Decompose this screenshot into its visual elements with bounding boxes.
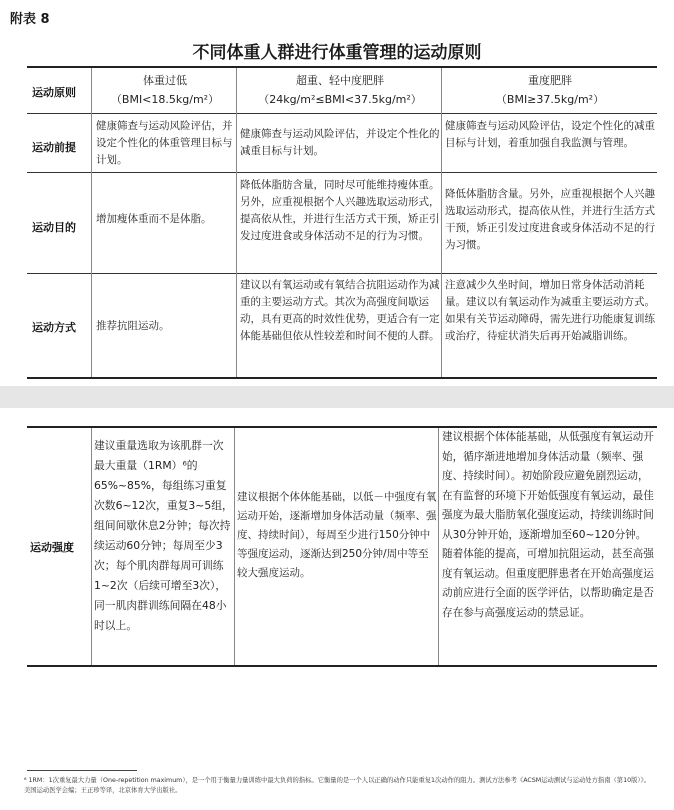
row-rule-2 bbox=[27, 273, 657, 274]
purpose-cell-overweight: 降低体脂肪含量，同时尽可能维持瘦体重。另外，应重视根据个人兴趣选取运动形式，提高依从性，并进行生活方式干预，矫正引发过度进食或身体活动不足的行为习惯。 bbox=[240, 179, 440, 242]
footnote-rule bbox=[27, 770, 137, 771]
header-row-label: 运动原则 bbox=[32, 86, 76, 99]
premise-cell-underweight: 健康筛查与运动风险评估，并设定个性化的体重管理目标与计划。 bbox=[96, 120, 233, 166]
purpose-cell-underweight: 增加瘦体重而不是体脂。 bbox=[96, 213, 212, 225]
method-cell-overweight: 建议以有氧运动或有氧结合抗阻运动作为减重的主要运动方式。其次为高强度间歇运动，具有更高的时效性优势，更适合有一定体能基础但依从性较差和时间不便的人群。 bbox=[240, 279, 440, 342]
table-title: 不同体重人群进行体重管理的运动原则 bbox=[192, 43, 482, 63]
column-divider bbox=[236, 68, 237, 377]
footnote-text: ⁶ 1RM：1次重复最大力量（One-repetition maximum），是一个用于衡量力量训练中最大负荷的指标。它衡量的是一个人以正确的动作只能重复1次动作的阻力。测试方法参考《ACSM运动测试与运动处方指南（第10版）》。美国运动医学会编；王正珍等译，北京体育大学出版社。 bbox=[24, 777, 650, 794]
intensity-cell-underweight: 建议重量选取为该肌群一次最大重量（1RM）⁶的65%~85%，每组练习重复次数6~12次，重复3~5组，组间间歇休息2分钟；每次持续运动60分钟；每周至少3次；每个肌肉群每周可训练1~2次（后续可增至3次），同一肌肉群训练间隔在48小时以上。 bbox=[94, 439, 233, 632]
page2-bottom-rule bbox=[27, 665, 657, 667]
purpose-cell-severe: 降低体脂肪含量。另外，应重视根据个人兴趣选取运动形式，提高依从性，并进行生活方式干预，矫正引发过度进食或身体活动不足的行为习惯。 bbox=[445, 188, 655, 251]
appendix-label: 附表 8 bbox=[10, 12, 50, 27]
column-divider bbox=[441, 68, 442, 377]
row-label-premise: 运动前提 bbox=[32, 141, 76, 154]
table-page-1 bbox=[0, 0, 674, 386]
row-label-purpose: 运动目的 bbox=[32, 221, 76, 234]
row-label-method: 运动方式 bbox=[32, 321, 76, 334]
header-col1-name: 体重过低 bbox=[143, 74, 187, 87]
page-gap bbox=[0, 386, 674, 408]
header-col3-range: （BMI≥37.5kg/m²） bbox=[495, 93, 605, 106]
method-cell-underweight: 推荐抗阻运动。 bbox=[96, 320, 170, 332]
header-col1-range: （BMI<18.5kg/m²） bbox=[110, 93, 220, 106]
header-col2-range: （24kg/m²≤BMI<37.5kg/m²） bbox=[258, 93, 422, 106]
premise-cell-severe: 健康筛查与运动风险评估，设定个性化的减重目标与计划，着重加强自我监测与管理。 bbox=[445, 120, 655, 149]
column-divider bbox=[91, 428, 92, 665]
column-divider bbox=[234, 428, 235, 665]
header-col3-name: 重度肥胖 bbox=[528, 74, 572, 87]
premise-cell-overweight: 健康筛查与运动风险评估，并设定个性化的减重目标与计划。 bbox=[240, 128, 440, 157]
intensity-cell-severe: 建议根据个体体能基础，从低强度有氧运动开始，循序渐进地增加身体活动量（频率、强度、持续时间）。初始阶段应避免剧烈运动，在有监督的环境下开始低强度有氧运动，最佳强度为最大脂肪氧化强度运动，持续训练时间从30分钟开始，逐渐增加至60~120分钟。随着体能的提高，可增加抗阻运动，甚至高强度有氧运动。但重度肥胖患者在开始高强度运动前应进行全面的医学评估，以帮助确定是否存在参与高强度运动的禁忌证。 bbox=[442, 431, 654, 619]
column-divider bbox=[438, 428, 439, 665]
table-top-rule bbox=[27, 66, 657, 68]
header-col2-name: 超重、轻中度肥胖 bbox=[296, 74, 384, 87]
header-bottom-rule bbox=[27, 113, 657, 114]
page1-bottom-rule bbox=[27, 377, 657, 379]
method-cell-severe: 注意减少久坐时间，增加日常身体活动消耗量。建议以有氧运动作为减重主要运动方式。如果有关节运动障碍，需先进行功能康复训练或治疗，待症状消失后再开始减脂训练。 bbox=[445, 279, 655, 342]
row-rule-1 bbox=[27, 172, 657, 173]
row-label-intensity: 运动强度 bbox=[30, 541, 74, 554]
table-page-2 bbox=[0, 408, 674, 810]
intensity-cell-overweight: 建议根据个体体能基础，以低－中强度有氧运动开始，逐渐增加身体活动量（频率、强度、持续时间），每周至少进行150分钟中等强度运动，逐渐达到250分钟/周中等至较大强度运动。 bbox=[237, 491, 437, 579]
column-divider bbox=[91, 68, 92, 377]
